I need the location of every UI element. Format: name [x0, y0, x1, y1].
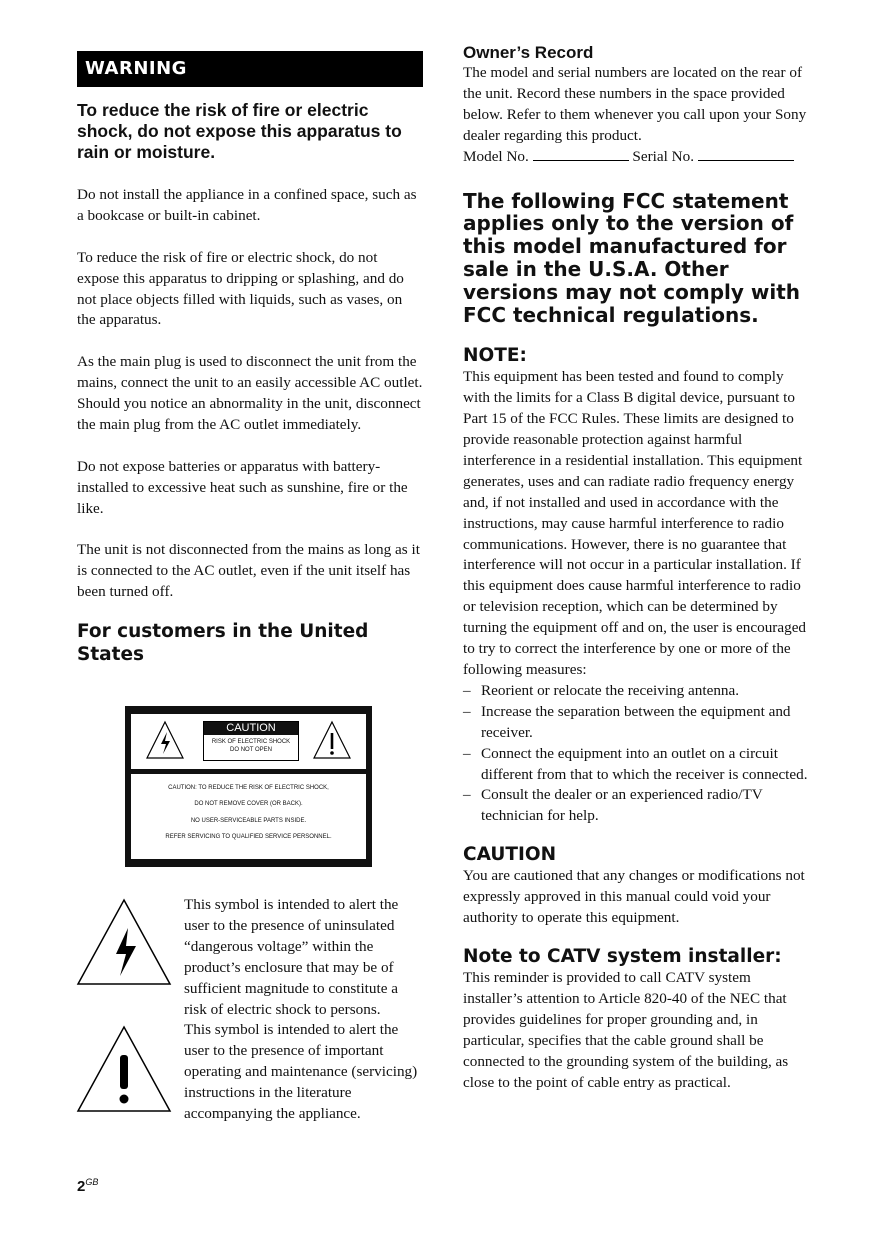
dash: – [463, 702, 471, 720]
catv-title: Note to CATV system installer: [463, 945, 782, 967]
measure-item [463, 681, 809, 702]
dash: – [463, 681, 471, 699]
note-text: This equipment has been tested and found to comply with the limits for a Class B digital device, pursuant to Part 15 of the FCC Rules. These limits are designed to provide reasonable protection against harmful interference in a residential installation. This equipment generates, uses and can radiate radio frequency energy and, if not installed and used in accordance with the instructions, may cause harmful interference to radio communications. However, there is no guarantee that interference will not occur in a particular installation. If this equipment does cause harmful interference to radio or television reception, which can be determined by turning the equipment off and on, the user is encouraged to try to correct the interference by one or more of the following measures: [463, 368, 807, 678]
model-blank [533, 148, 629, 161]
us-heading: For customers in the United States [77, 621, 369, 666]
measure-text: Connect the equipment into an outlet on a circuit different from that to which the receiver is connected. [481, 744, 808, 783]
dash: – [463, 786, 471, 804]
page-suffix: GB [85, 1177, 99, 1187]
page-number [77, 1177, 98, 1195]
owners-record-text: The model and serial numbers are located on the rear of the unit. Record these numbers in the space provided below. Refer to them whenever you call upon your Sony dealer regarding this product. [463, 64, 807, 144]
measure-item [463, 744, 809, 786]
caution-box-title: CAUTION [204, 722, 298, 735]
exclamation-triangle-icon [76, 1025, 172, 1113]
measure-text: Increase the separation between the equipment and receiver. [481, 702, 791, 741]
caution-box [203, 721, 299, 761]
symbol-text: This symbol is intended to alert the user to the presence of uninsulated “dangerous voltage” within the product’s enclosure that may be of sufficient magnitude to constitute a risk of electric shock to persons. [184, 896, 399, 1018]
caution-line: DO NOT REMOVE COVER (OR BACK). [194, 801, 303, 807]
caution-text: You are cautioned that any changes or modifications not expressly approved in this manual could void your authority to operate this equipment. [463, 867, 805, 927]
measure-text: Reorient or relocate the receiving antenna. [481, 681, 740, 699]
left-column [77, 51, 423, 666]
measure-item [463, 702, 809, 744]
catv-text: This reminder is provided to call CATV system installer’s attention to Article 820-40 of the NEC that provides guidelines for proper grounding and, in particular, specifies that the cable ground shall be connected to the grounding system of the building, as close to the point of cable entry as practical. [463, 968, 789, 1091]
record-fields [463, 147, 809, 168]
symbol-text: This symbol is intended to alert the user to the presence of important operating and maintenance (servicing) instructions in the literature accompanying the appliance. [184, 1021, 418, 1123]
symbol-explanations [184, 895, 424, 1125]
page-num: 2 [77, 1178, 86, 1195]
owners-record-title: Owner’s Record [463, 43, 594, 62]
fcc-heading: The following FCC statement applies only to the version of this model manufactured for sale in the U.S.A. Other versions may not comply with FCC technical regulations. [463, 188, 801, 327]
serial-blank [698, 148, 794, 161]
paragraph: To reduce the risk of fire or electric shock, do not expose this apparatus to dripping or splashing, and do not place objects filled with liquids, such as vases, on the apparatus. [77, 248, 404, 329]
exclamation-triangle-icon [312, 720, 352, 760]
warning-heading: To reduce the risk of fire or electric shock, do not expose this apparatus to rain or moisture. [77, 100, 402, 162]
caution-text [131, 774, 366, 859]
warning-banner: WARNING [77, 51, 423, 87]
paragraph: Do not expose batteries or apparatus with battery-installed to excessive heat such as sunshine, fire or the like. [77, 457, 408, 517]
caution-box-line: DO NOT OPEN [230, 747, 272, 753]
note-title: NOTE: [463, 345, 527, 367]
dash: – [463, 744, 471, 762]
paragraph: Do not install the appliance in a confined space, such as a bookcase or built-in cabinet. [77, 186, 417, 224]
caution-line: CAUTION: TO REDUCE THE RISK OF ELECTRIC SHOCK, [168, 784, 329, 791]
measure-item [463, 785, 809, 827]
caution-label [125, 706, 372, 867]
paragraph: The unit is not disconnected from the mains as long as it is connected to the AC outlet, even if the unit itself has been turned off. [77, 541, 420, 601]
caution-title: CAUTION [463, 844, 557, 866]
model-label: Model No. [463, 147, 529, 165]
serial-label: Serial No. [632, 147, 694, 165]
paragraph: As the main plug is used to disconnect the unit from the mains, connect the unit to an easily accessible AC outlet. Should you notice an abnormality in the unit, disconnect the main plug from the AC outlet immediately. [77, 353, 423, 433]
measure-text: Consult the dealer or an experienced radio/TV technician for help. [481, 786, 763, 825]
lightning-triangle-icon [76, 898, 172, 986]
caution-line: NO USER-SERVICEABLE PARTS INSIDE. [190, 817, 307, 824]
lightning-triangle-icon [145, 720, 185, 760]
caution-line: REFER SERVICING TO QUALIFIED SERVICE PERSONNEL. [165, 834, 332, 840]
caution-box-line: RISK OF ELECTRIC SHOCK [211, 739, 291, 745]
right-column [463, 43, 809, 1093]
